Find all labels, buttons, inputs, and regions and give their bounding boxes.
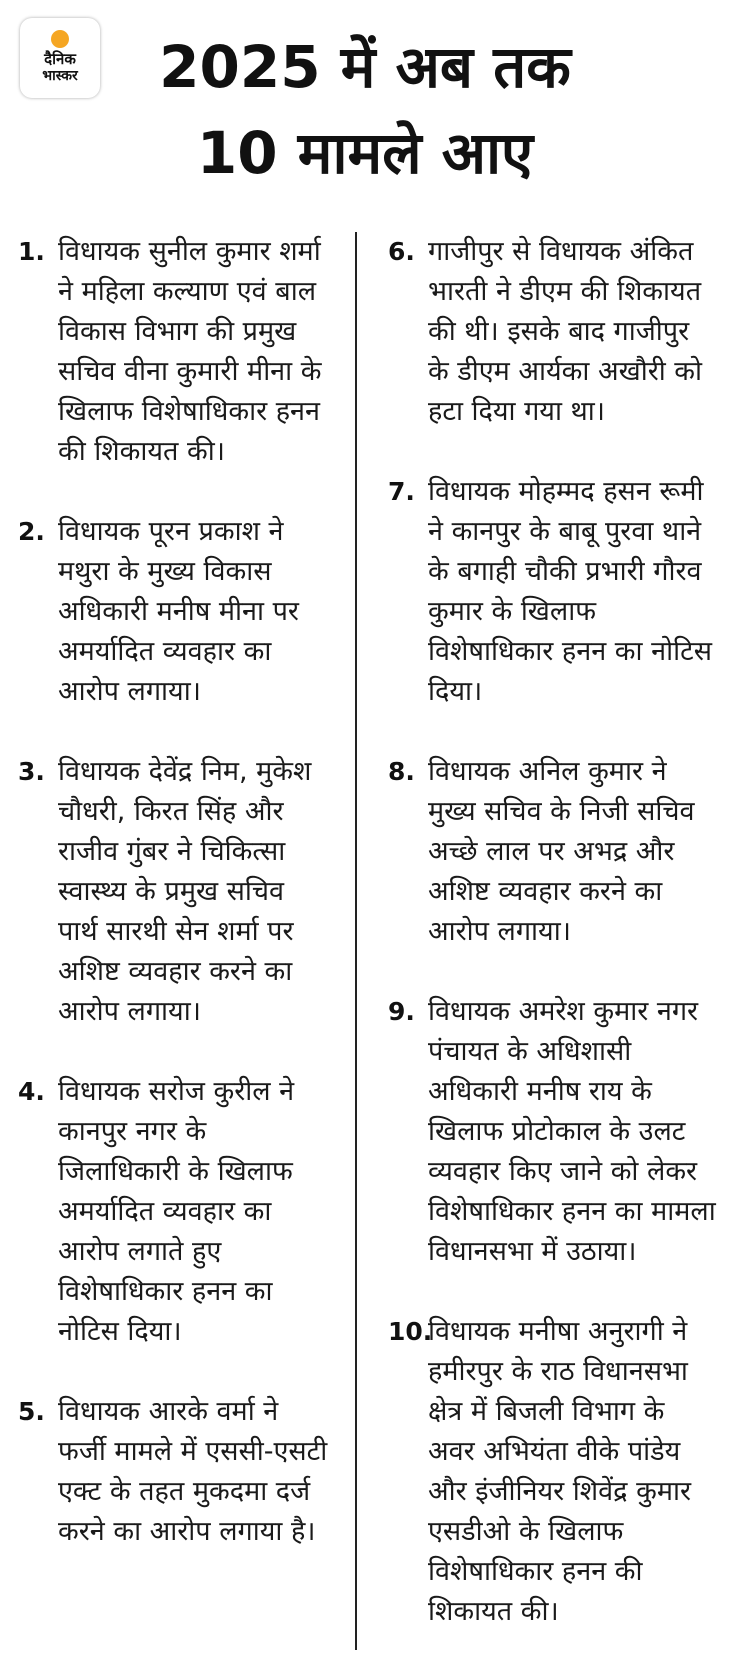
title-line-1: 2025 में अब तक bbox=[159, 33, 571, 101]
dainik-bhaskar-logo bbox=[20, 18, 100, 98]
list-item-7 bbox=[388, 472, 718, 712]
logo-text-line1: दैनिक bbox=[44, 50, 76, 68]
title-line-2: 10 मामले आए bbox=[196, 119, 534, 187]
item-text: विधायक सरोज कुरील ने कानपुर नगर के जिलाधिकारी के खिलाफ अमर्यादित व्यवहार का आरोप लगाते हुए विशेषाधिकार हनन का नोटिस दिया। bbox=[58, 1076, 295, 1347]
item-number: 8. bbox=[388, 757, 415, 786]
item-text: विधायक आरके वर्मा ने फर्जी मामले में एससी-एसटी एक्ट के तहत मुकदमा दर्ज करने का आरोप लगाया है। bbox=[58, 1396, 328, 1547]
item-text: विधायक सुनील कुमार शर्मा ने महिला कल्याण एवं बाल विकास विभाग की प्रमुख सचिव वीना कुमारी मीना के खिलाफ विशेषाधिकार हनन की शिकायत की। bbox=[58, 236, 322, 467]
list-item-4 bbox=[18, 1072, 330, 1352]
item-number: 10. bbox=[388, 1317, 433, 1346]
logo-text-line2: भास्कर bbox=[42, 68, 78, 84]
left-column bbox=[18, 232, 330, 1592]
list-item-5 bbox=[18, 1392, 330, 1552]
item-text: विधायक अनिल कुमार ने मुख्य सचिव के निजी सचिव अच्छे लाल पर अभद्र और अशिष्ट व्यवहार करने का आरोप लगाया। bbox=[428, 756, 695, 947]
right-column bbox=[388, 232, 718, 1672]
list-item-6 bbox=[388, 232, 718, 432]
sun-icon bbox=[51, 30, 69, 48]
item-text: विधायक पूरन प्रकाश ने मथुरा के मुख्य विकास अधिकारी मनीष मीना पर अमर्यादित व्यवहार का आरोप लगाया। bbox=[58, 516, 299, 707]
item-number: 7. bbox=[388, 477, 415, 506]
page-title bbox=[100, 24, 630, 196]
item-number: 9. bbox=[388, 997, 415, 1026]
list-item-9 bbox=[388, 992, 718, 1272]
list-item-8 bbox=[388, 752, 718, 952]
list-item-10 bbox=[388, 1312, 718, 1632]
item-text: गाजीपुर से विधायक अंकित भारती ने डीएम की शिकायत की थी। इसके बाद गाजीपुर के डीएम आर्यका अखौरी को हटा दिया गया था। bbox=[428, 236, 703, 427]
column-divider bbox=[355, 232, 357, 1650]
item-number: 3. bbox=[18, 757, 45, 786]
item-text: विधायक देवेंद्र निम, मुकेश चौधरी, किरत सिंह और राजीव गुंबर ने चिकित्सा स्वास्थ्य के प्रमुख सचिव पार्थ सारथी सेन शर्मा पर अशिष्ट व्यवहार करने का आरोप लगाया। bbox=[58, 756, 312, 1027]
item-text: विधायक मनीषा अनुरागी ने हमीरपुर के राठ विधानसभा क्षेत्र में बिजली विभाग के अवर अभियंता वीके पांडेय और इंजीनियर शिवेंद्र कुमार एसडीओ के खिलाफ विशेषाधिकार हनन की शिकायत की। bbox=[428, 1316, 691, 1627]
item-number: 4. bbox=[18, 1077, 45, 1106]
item-number: 5. bbox=[18, 1397, 45, 1426]
list-item-1 bbox=[18, 232, 330, 472]
item-number: 1. bbox=[18, 237, 45, 266]
item-text: विधायक मोहम्मद हसन रूमी ने कानपुर के बाबू पुरवा थाने के बगाही चौकी प्रभारी गौरव कुमार के खिलाफ विशेषाधिकार हनन का नोटिस दिया। bbox=[428, 476, 712, 707]
list-item-3 bbox=[18, 752, 330, 1032]
item-text: विधायक अमरेश कुमार नगर पंचायत के अधिशासी अधिकारी मनीष राय के खिलाफ प्रोटोकाल के उलट व्यवहार किए जाने को लेकर विशेषाधिकार हनन का मामला विधानसभा में उठाया। bbox=[428, 996, 716, 1267]
list-item-2 bbox=[18, 512, 330, 712]
item-number: 6. bbox=[388, 237, 415, 266]
item-number: 2. bbox=[18, 517, 45, 546]
